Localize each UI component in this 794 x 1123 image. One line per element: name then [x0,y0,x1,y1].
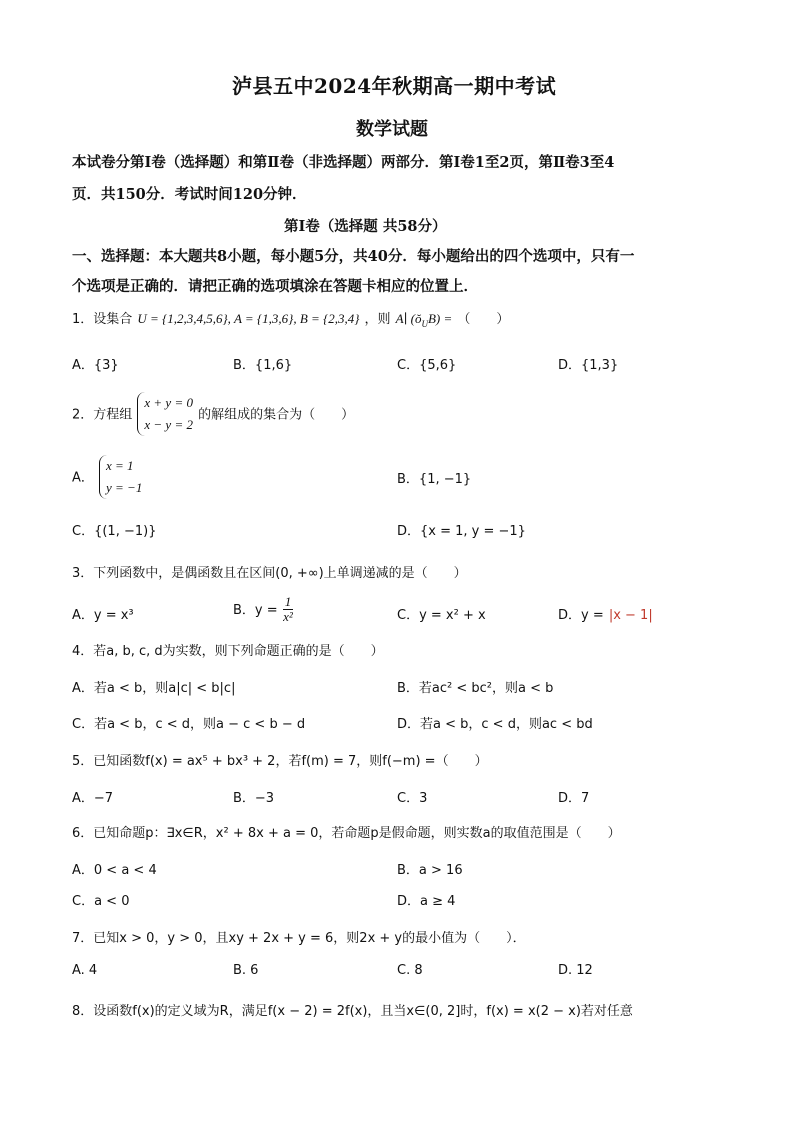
section-heading: 第Ⅰ卷（选择题 共58分） [284,218,447,235]
question-2-option-a-eq1: x = 1 [106,458,134,473]
question-2-option-a-system [99,455,142,499]
question-2-eq1: x + y = 0 [144,395,193,410]
question-2-option-b: B．{1, −1} [397,472,472,487]
question-1-expr-end: B) = [427,311,453,326]
question-3-option-b-numerator: 1 [284,594,292,609]
question-4-stem: 4．若a, b, c, d为实数，则下列命题正确的是（ ） [72,644,384,659]
question-1 [72,308,712,329]
question-3-option-b-fraction [283,595,294,624]
question-2-option-c: C．{(1, −1)} [72,524,157,539]
question-8-stem: 8．设函数f(x)的定义域为R，满足f(x − 2) = 2f(x)，且当x∈(0, 2]时，f(x) = x(2 − x)若对任意 [72,1004,633,1019]
question-4-option-b: B．若ac² < bc²，则a < b [397,681,554,696]
question-1-mid: ，则 [364,312,391,327]
question-5-option-d: D．7 [558,791,590,806]
question-6-option-c: C．a < 0 [72,894,130,909]
question-1-suffix: （ ） [457,312,510,327]
question-7-option-d: D. 12 [558,963,593,978]
question-2-prefix: 2．方程组 [72,407,133,423]
question-2-suffix: 的解组成的集合为（ ） [198,407,355,423]
question-4-option-a: A．若a < b，则a|c| < b|c| [72,681,236,696]
question-6-option-b: B．a > 16 [397,863,463,878]
instruction-line-2: 个选项是正确的．请把正确的选项填涂在答题卡相应的位置上． [72,278,478,295]
question-5-option-c: C．3 [397,791,428,806]
question-4-option-d: D．若a < b，c < d，则ac < bd [397,717,593,732]
question-4-option-c: C．若a < b，c < d，则a − c < b − d [72,717,306,732]
question-2-option-a-label: A． [72,470,94,486]
question-1-prefix: 1．设集合 [72,312,133,327]
question-7-stem: 7．已知x > 0，y > 0，且xy + 2x + y = 6，则2x + y的最小值为（ ）． [72,931,526,946]
question-2-eq2: x − y = 2 [144,417,193,432]
question-2-option-a-eq2: y = −1 [106,480,143,495]
question-3-option-d-label: D．y = [558,608,604,623]
exam-title: 泸县五中2024年秋期高一期中考试 [232,74,557,98]
question-2-option-a [72,455,142,499]
question-6-stem: 6．已知命题p：∃x∈R，x² + 8x + a = 0，若命题p是假命题，则实数a的取值范围是（ ） [72,826,621,841]
question-5-stem: 5．已知函数f(x) = ax⁵ + bx³ + 2，若f(m) = 7，则f(−m) =（ ） [72,754,488,769]
intro-line-2: 页．共150分．考试时间120分钟． [72,186,307,203]
question-5-option-a: A．−7 [72,791,114,806]
exam-subtitle: 数学试题 [356,119,428,140]
question-6-option-a: A．0 < a < 4 [72,863,157,878]
question-5-option-b: B．−3 [233,791,275,806]
question-3-stem: 3．下列函数中，是偶函数且在区间(0, +∞)上单调递减的是（ ） [72,566,467,581]
question-6-option-d: D．a ≥ 4 [397,894,456,909]
question-7-option-b: B. 6 [233,963,259,978]
question-3-option-a: A．y = x³ [72,608,134,623]
question-3-option-b [233,595,293,624]
question-1-option-d: D．{1,3} [558,358,619,373]
question-1-expr: A∣ (ŏ [395,311,422,326]
question-3-option-c: C．y = x² + x [397,608,486,623]
question-2 [72,392,354,436]
question-7-option-c: C. 8 [397,963,423,978]
question-2-option-d: D．{x = 1, y = −1} [397,524,526,539]
question-3-option-d-abs: |x − 1| [608,608,653,623]
question-1-sets: U = {1,2,3,4,5,6}, A = {1,3,6}, B = {2,3,4} [137,311,360,326]
question-1-option-a: A．{3} [72,358,119,373]
question-1-expr-sub: U [421,319,428,330]
question-7-option-a: A. 4 [72,963,98,978]
question-3-option-b-denominator: x² [283,609,293,624]
instruction-line-1: 一、选择题：本大题共8小题，每小题5分，共40分．每小题给出的四个选项中，只有一 [72,248,635,265]
question-2-system [137,392,193,436]
intro-line-1: 本试卷分第Ⅰ卷（选择题）和第Ⅱ卷（非选择题）两部分．第Ⅰ卷1至2页，第Ⅱ卷3至4 [72,154,615,171]
question-3-option-b-label: B．y = [233,603,278,618]
question-3-option-d [558,604,653,623]
question-1-option-b: B．{1,6} [233,358,293,373]
question-1-option-c: C．{5,6} [397,358,457,373]
